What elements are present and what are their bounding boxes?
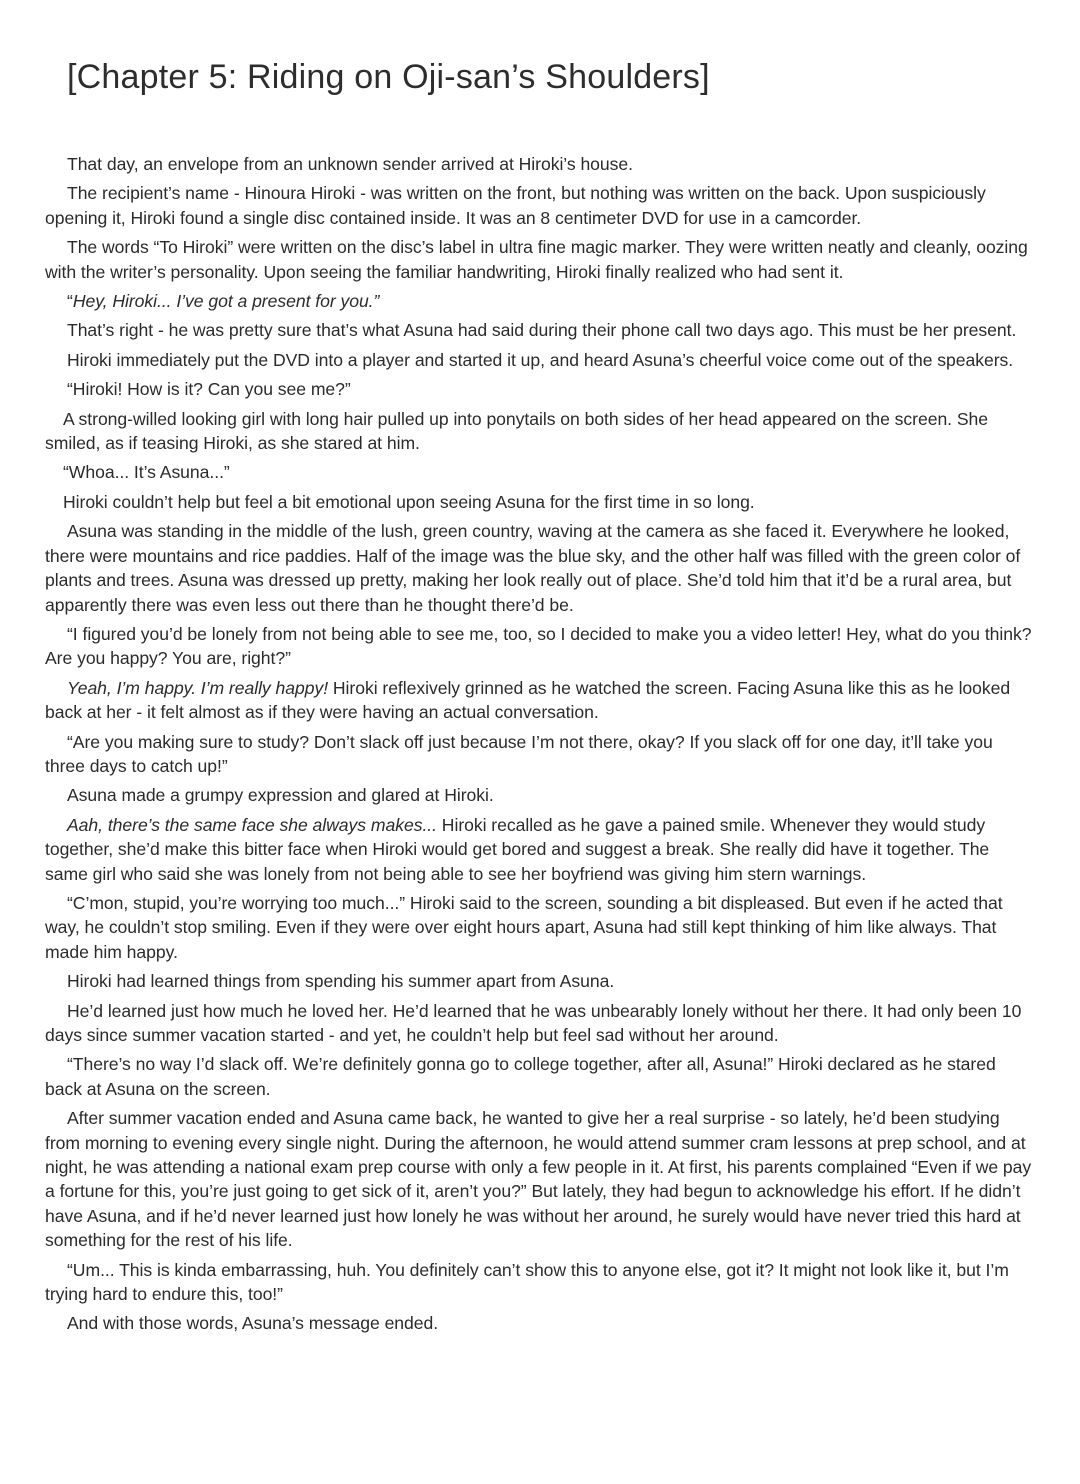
paragraph: The words “To Hiroki” were written on the disc’s label in ultra fine magic marker. They were written neatly and cleanly, oozing with the writer’s personality. Upon seeing the familiar handwriting, Hiroki finally realized who had sent it. [45,237,1028,282]
paragraph: Asuna made a grumpy expression and glared at Hiroki. [67,785,494,806]
paragraph: “C’mon, stupid, you’re worrying too much...” Hiroki said to the screen, sounding a bit displeased. But even if he acted that way, he couldn’t stop smiling. Even if they were over eight hours apart, Asuna had still kept thinking of him like always. That made him happy. [45,892,1003,962]
paragraph-italic-quote [45,289,1036,313]
paragraph: Hiroki couldn’t help but feel a bit emotional upon seeing Asuna for the first time in so long. [63,491,755,512]
chapter-body [45,152,1036,1336]
quote-open-mark: “ [67,291,73,312]
italic-thought-text: Aah, there’s the same face she always makes... [67,814,437,835]
paragraph: “Hiroki! How is it? Can you see me?” [67,379,351,400]
paragraph: That day, an envelope from an unknown sender arrived at Hiroki’s house. [67,154,633,174]
paragraph-with-italic-thought [45,676,1036,725]
paragraph: “I figured you’d be lonely from not being able to see me, too, so I decided to make you a video letter! Hey, what do you think? Are you happy? You are, right?” [45,623,1032,669]
paragraph-rest-text: Hiroki recalled as he gave a pained smile. Whenever they would study together, she’d make this bitter face when Hiroki would get bored and suggest a break. She really did have it together. The same girl who said she was lonely from not being able to see her boyfriend was giving him stern warnings. [45,814,990,884]
paragraph: A strong-willed looking girl with long hair pulled up into ponytails on both sides of her head appeared on the screen. She smiled, as if teasing Hiroki, as she stared at him. [45,408,989,454]
paragraph: The recipient’s name - Hinoura Hiroki - was written on the front, but nothing was written on the back. Upon suspiciously opening it, Hiroki found a single disc contained inside. It was an 8 centimeter DVD for use in a camcorder. [45,183,986,228]
italic-thought-text: Yeah, I’m happy. I’m really happy! [67,677,329,698]
paragraph: Asuna was standing in the middle of the lush, green country, waving at the camera as she faced it. Everywhere he looked, there were mountains and rice paddies. Half of the image was the blue sky, and the other half was filled with the green color of plants and trees. Asuna was dressed up pretty, making her look really out of place. She’d told him that it’d be a rural area, but apparently there was even less out there than he thought there’d be. [45,521,1021,615]
paragraph: And with those words, Asuna’s message ended. [67,1313,439,1334]
paragraph-rest-text: Hiroki reflexively grinned as he watched the screen. Facing Asuna like this as he looked back at her - it felt almost as if they were having an actual conversation. [45,677,1011,723]
paragraph: Hiroki immediately put the DVD into a player and started it up, and heard Asuna’s cheerful voice come out of the speakers. [67,349,1014,370]
paragraph: “Um... This is kinda embarrassing, huh. You definitely can’t show this to anyone else, got it? It might not look like it, but I’m trying hard to endure this, too!” [45,1259,1009,1305]
paragraph: “Whoa... It’s Asuna...” [63,462,230,483]
paragraph: He’d learned just how much he loved her. He’d learned that he was unbearably lonely without her there. It had only been 10 days since summer vacation started - and yet, he couldn’t help but feel sad without her around. [45,1000,1022,1045]
paragraph: Hiroki had learned things from spending his summer apart from Asuna. [67,971,615,992]
italic-quote-text: Hey, Hiroki... I’ve got a present for you.” [72,291,380,312]
paragraph: “Are you making sure to study? Don’t slack off just because I’m not there, okay? If you slack off for one day, it’ll take you three days to catch up!” [45,731,993,776]
paragraph: After summer vacation ended and Asuna came back, he wanted to give her a real surprise - so lately, he’d been studying from morning to evening every single night. During the afternoon, he would attend summer cram lessons at prep school, and at night, he was attending a national exam prep course with only a few people in it. At first, his parents complained “Even if we pay a fortune for this, you’re just going to get sick of it, aren’t you?” But lately, they had begun to acknowledge his effort. If he didn’t have Asuna, and if he’d never learned just how lonely he was without her around, he surely would have never tried this hard at something for the rest of his life. [45,1108,1032,1251]
paragraph: “There’s no way I’d slack off. We’re definitely gonna go to college together, after all, Asuna!” Hiroki declared as he stared back at Asuna on the screen. [45,1054,996,1099]
paragraph-with-italic-thought [45,813,1036,886]
chapter-title: [Chapter 5: Riding on Oji-san’s Shoulders] [67,58,710,96]
paragraph: That’s right - he was pretty sure that’s what Asuna had said during their phone call two days ago. This must be her present. [67,320,1017,341]
